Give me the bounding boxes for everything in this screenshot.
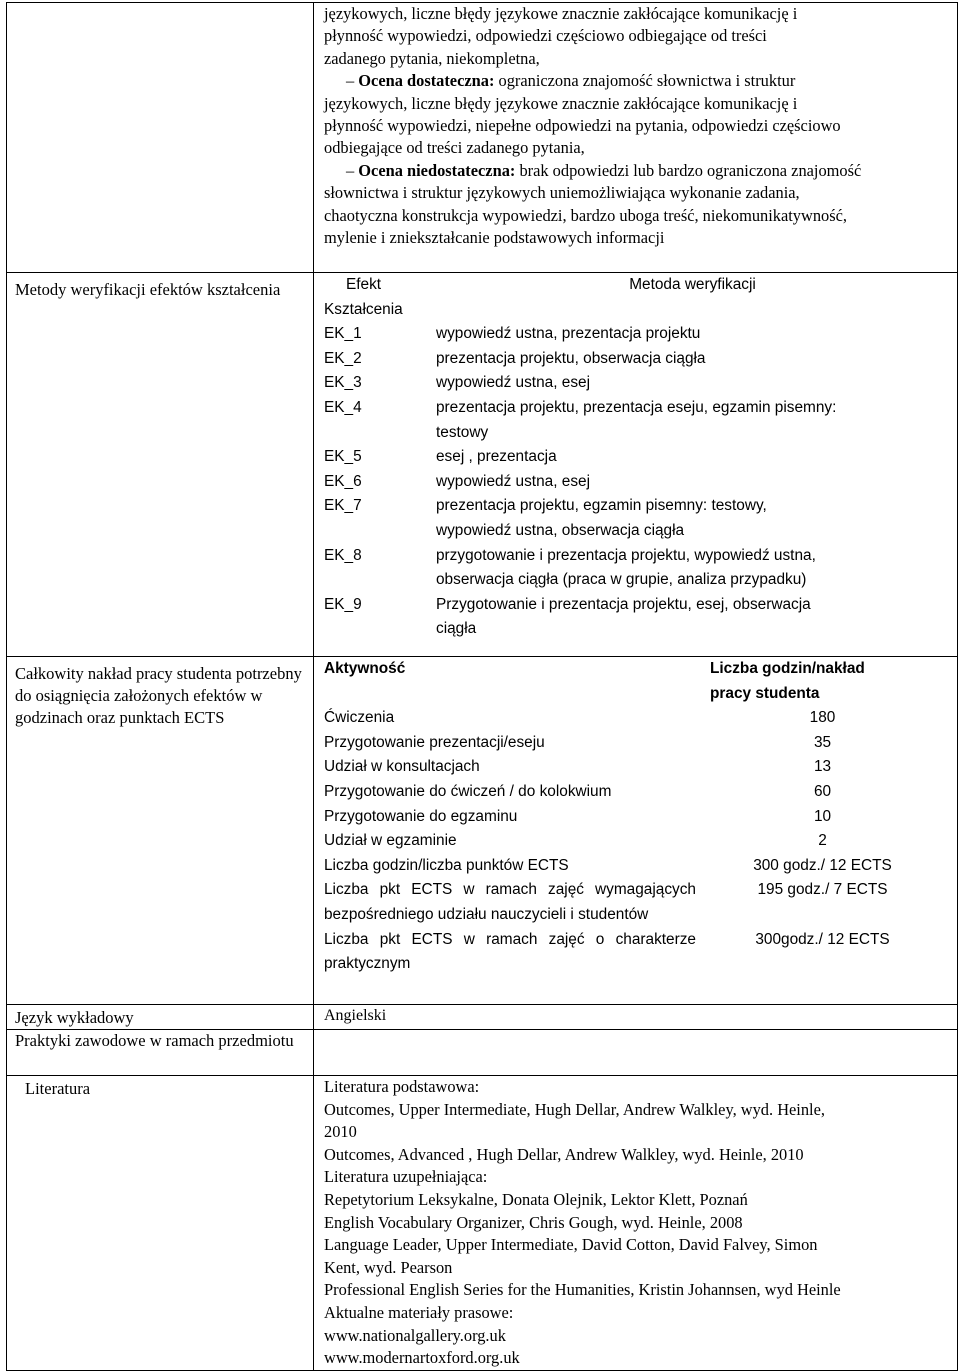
grade-label: Ocena dostateczna: (358, 71, 495, 91)
syllabus-table (6, 2, 958, 1371)
workload-row (7, 657, 958, 1005)
workload-value: 60 (813, 782, 832, 800)
effect-id: EK_6 (324, 472, 362, 490)
workload-value: 35 (813, 733, 832, 751)
verification-method (436, 445, 949, 470)
workload-value: 13 (813, 758, 832, 776)
workload-activity: Liczba godzin/liczba punktów ECTS (324, 856, 569, 874)
workload-item (324, 854, 949, 879)
practice-row (7, 1030, 958, 1076)
effect-id: EK_1 (324, 325, 362, 343)
verification-table (324, 273, 949, 642)
verification-item (324, 445, 949, 470)
workload-item (324, 805, 949, 830)
literature-line: Literatura podstawowa: (324, 1077, 480, 1096)
grading-row (7, 3, 958, 273)
workload-item (324, 706, 949, 731)
verification-method (436, 470, 949, 495)
workload-cell (314, 657, 958, 1005)
method-line: Przygotowanie i prezentacja projektu, esej, obserwacja (436, 595, 811, 613)
verification-method (436, 544, 949, 593)
literature-line: Aktualne materiały prasowe: (324, 1302, 514, 1322)
method-line: wypowiedź ustna, esej (436, 374, 590, 392)
workload-activity: Liczba pkt ECTS w ramach zajęć wymagających bezpośredniego udziału nauczycieli i studentów (324, 881, 696, 923)
effect-id: EK_9 (324, 595, 362, 613)
literature-line: Professional English Series for the Humanities, Kristin Johannsen, wyd Heinle (324, 1280, 841, 1300)
grading-line: odbiegające od treści zadanego pytania, (324, 138, 585, 158)
language-label: Język wykładowy (7, 1005, 314, 1030)
workload-label: Całkowity nakład pracy studenta potrzebny do osiągnięcia założonych efektów w godzinach oraz punktach ECTS (7, 657, 314, 1005)
workload-value: 300 godz./ 12 ECTS (753, 856, 892, 874)
hours-header: Liczba godzin/nakład pracy studenta (710, 660, 865, 702)
grade-label: Ocena niedostateczna: (358, 160, 516, 180)
method-line: ciągła (436, 620, 477, 638)
verification-method (436, 322, 949, 347)
workload-table (324, 657, 949, 977)
workload-item (324, 731, 949, 756)
grading-line: zadanego pytania, niekompletna, (324, 48, 540, 68)
method-line: prezentacja projektu, prezentacja eseju, egzamin pisemny: (436, 398, 837, 416)
effect-id: EK_3 (324, 374, 362, 392)
grading-line: mylenie i zniekształcanie podstawowych informacji (324, 228, 665, 248)
literature-line: 2010 (324, 1122, 357, 1142)
verification-method (436, 371, 949, 396)
literature-line: Literatura uzupełniająca: (324, 1167, 488, 1187)
grading-criteria (314, 3, 958, 273)
practice-label: Praktyki zawodowe w ramach przedmiotu (7, 1030, 314, 1076)
workload-item (324, 878, 949, 927)
verification-item (324, 470, 949, 495)
grading-line: chaotyczna konstrukcja wypowiedzi, bardzo uboga treść, niekomunikatywność, (324, 205, 847, 225)
effect-id: EK_7 (324, 497, 362, 515)
method-line: esej , prezentacja (436, 448, 557, 466)
verification-cell (314, 273, 958, 657)
effect-id: EK_2 (324, 349, 362, 367)
workload-value: 300godz./ 12 ECTS (755, 930, 890, 948)
verification-method (436, 494, 949, 543)
language-row (7, 1005, 958, 1030)
method-line: wypowiedź ustna, esej (436, 472, 590, 490)
literature-line: Outcomes, Advanced , Hugh Dellar, Andrew Walkley, wyd. Heinle, 2010 (324, 1144, 804, 1164)
verification-method (436, 396, 949, 445)
literature-line: English Vocabulary Organizer, Chris Gough, wyd. Heinle, 2008 (324, 1212, 743, 1232)
verification-item (324, 322, 949, 347)
method-header: Metoda weryfikacji (629, 276, 756, 293)
literature-line: Kent, wyd. Pearson (324, 1257, 453, 1277)
verification-item (324, 494, 949, 543)
grade-dostateczna: – Ocena dostateczna: ograniczona znajomość słownictwa i struktur (346, 71, 796, 91)
verification-item (324, 371, 949, 396)
workload-activity: Przygotowanie do egzaminu (324, 807, 518, 825)
effect-id: EK_5 (324, 448, 362, 466)
method-line: wypowiedź ustna, obserwacja ciągła (436, 521, 685, 539)
literature-line: Repetytorium Leksykalne, Donata Olejnik, Lektor Klett, Poznań (324, 1189, 748, 1209)
verification-row (7, 273, 958, 657)
method-line: testowy (436, 423, 489, 441)
activity-header: Aktywność (324, 660, 406, 677)
workload-item (324, 928, 949, 977)
verification-item (324, 544, 949, 593)
grade-niedostateczna: – Ocena niedostateczna: brak odpowiedzi lub bardzo ograniczona znajomość (346, 160, 862, 180)
literature-list (314, 1076, 958, 1371)
workload-activity: Udział w konsultacjach (324, 758, 480, 776)
verification-header (324, 273, 949, 322)
workload-value: 180 (809, 709, 836, 727)
methods-label: Metody weryfikacji efektów kształcenia (7, 273, 314, 657)
effect-header: Efekt Kształcenia (324, 276, 403, 318)
verification-item (324, 347, 949, 372)
method-line: przygotowanie i prezentacja projektu, wypowiedź ustna, (436, 546, 816, 564)
workload-activity: Udział w egzaminie (324, 832, 457, 850)
workload-activity: Przygotowanie do ćwiczeń / do kolokwium (324, 782, 612, 800)
workload-item (324, 829, 949, 854)
workload-value: 195 godz./ 7 ECTS (757, 881, 888, 899)
verification-method (436, 347, 949, 372)
verification-item (324, 396, 949, 445)
workload-item (324, 755, 949, 780)
grading-line: językowych, liczne błędy językowe znacznie zakłócające komunikację i (324, 4, 798, 23)
grading-label-cell (7, 3, 314, 273)
effect-id: EK_4 (324, 398, 362, 416)
literature-row (7, 1076, 958, 1371)
language-value: Angielski (314, 1005, 958, 1030)
verification-method (436, 593, 949, 642)
literature-line: www.modernartoxford.org.uk (324, 1348, 520, 1368)
method-line: wypowiedź ustna, prezentacja projektu (436, 325, 701, 343)
effect-id: EK_8 (324, 546, 362, 564)
practice-value (314, 1030, 958, 1076)
literature-line: Outcomes, Upper Intermediate, Hugh Dellar, Andrew Walkley, wyd. Heinle, (324, 1099, 825, 1119)
grading-line: płynność wypowiedzi, niepełne odpowiedzi na pytania, odpowiedzi częściowo (324, 116, 841, 136)
workload-value: 2 (818, 832, 827, 850)
literature-line: Language Leader, Upper Intermediate, David Cotton, David Falvey, Simon (324, 1235, 818, 1255)
literature-label: Literatura (7, 1076, 314, 1371)
workload-header (324, 657, 949, 706)
workload-value: 10 (813, 807, 832, 825)
literature-line: www.nationalgallery.org.uk (324, 1325, 506, 1345)
method-line: obserwacja ciągła (praca w grupie, analiza przypadku) (436, 571, 807, 589)
workload-item (324, 780, 949, 805)
method-line: prezentacja projektu, obserwacja ciągła (436, 349, 706, 367)
grading-line: słownictwa i struktur językowych uniemożliwiająca wykonanie zadania, (324, 183, 800, 203)
method-line: prezentacja projektu, egzamin pisemny: testowy, (436, 497, 767, 515)
workload-activity: Przygotowanie prezentacji/eseju (324, 733, 545, 751)
grading-line: płynność wypowiedzi, odpowiedzi częściowo odbiegające od treści (324, 26, 767, 46)
workload-activity: Ćwiczenia (324, 709, 395, 727)
verification-item (324, 593, 949, 642)
grading-line: językowych, liczne błędy językowe znacznie zakłócające komunikację i (324, 93, 798, 113)
workload-activity: Liczba pkt ECTS w ramach zajęć o charakterze praktycznym (324, 930, 696, 973)
